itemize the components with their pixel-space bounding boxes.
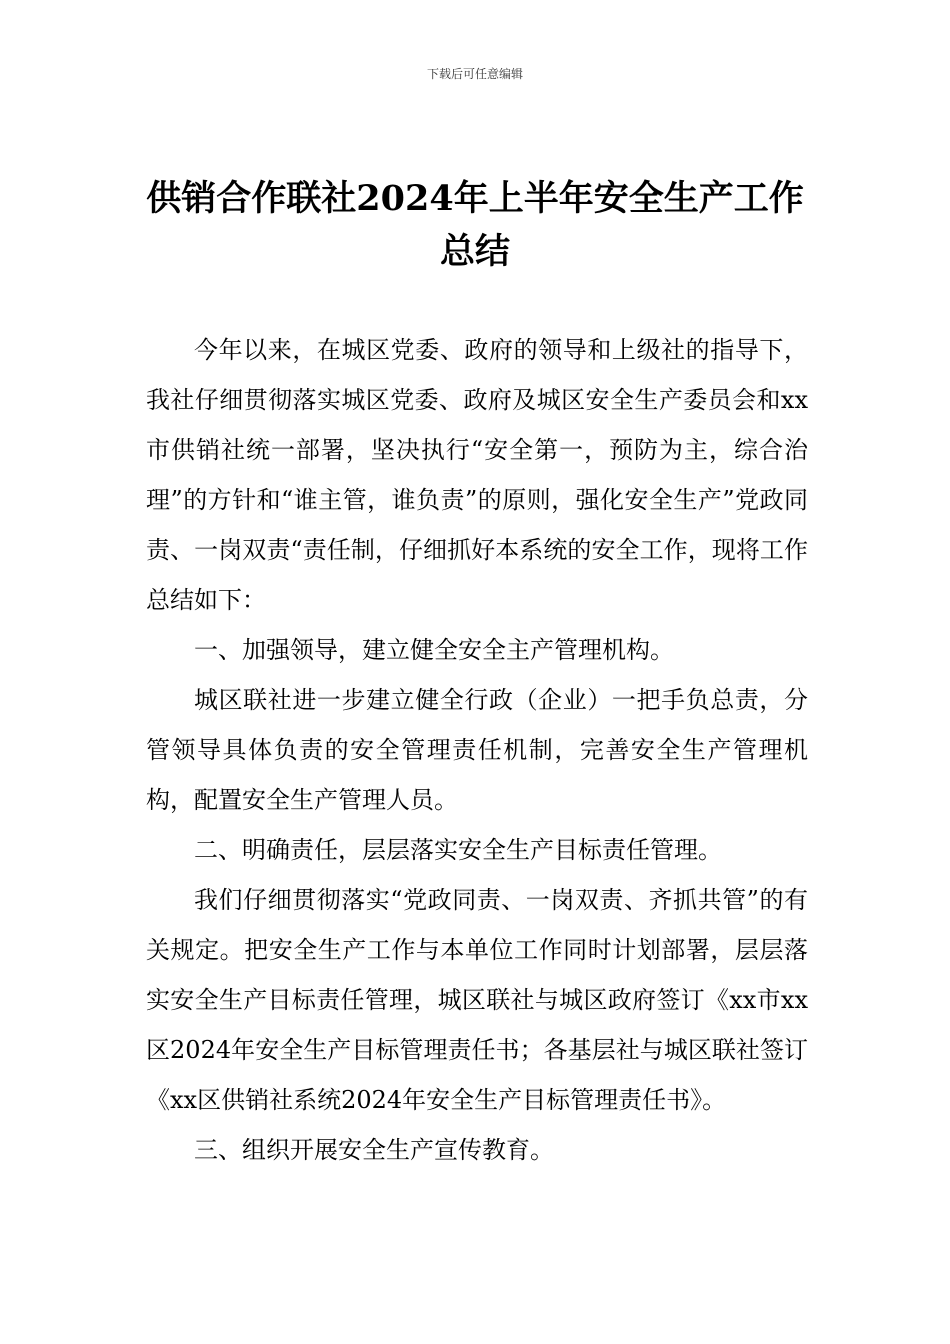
section-paragraph-2: 我们仔细贯彻落实“党政同责、一岗双责、齐抓共管”的有关规定。把安全生产工作与本单位工作同时计划部署，层层落实安全生产目标责任管理，城区联社与城区政府签订《xx市xx区2024年安全生产目标管理责任书；各基层社与城区联社签订《xx区供销社系统2024年安全生产目标管理责任书》。 [146,886,808,1114]
section-heading-2: 二、明确责任，层层落实安全生产目标责任管理。 [194,836,722,864]
intro-paragraph: 今年以来，在城区党委、政府的领导和上级社的指导下，我社仔细贯彻落实城区党委、政府及城区安全生产委员会和xx市供销社统一部署，坚决执行“安全第一，预防为主，综合治理”的方针和“谁主管，谁负责”的原则，强化安全生产”党政同责、一岗双责“责任制，仔细抓好本系统的安全工作，现将工作总结如下： [146,336,808,614]
header-note: 下载后可任意编辑 [426,67,523,81]
section-heading-3: 三、组织开展安全生产宣传教育。 [194,1136,554,1164]
document-body [146,325,808,1175]
document-title: 供销合作联社2024年上半年安全生产工作总结 [146,178,804,272]
section-paragraph-1: 城区联社进一步建立健全行政（企业）一把手负总责，分管领导具体负责的安全管理责任机制，完善安全生产管理机构，配置安全生产管理人员。 [146,686,808,814]
section-heading-1: 一、加强领导，建立健全安全主产管理机构。 [194,636,674,664]
